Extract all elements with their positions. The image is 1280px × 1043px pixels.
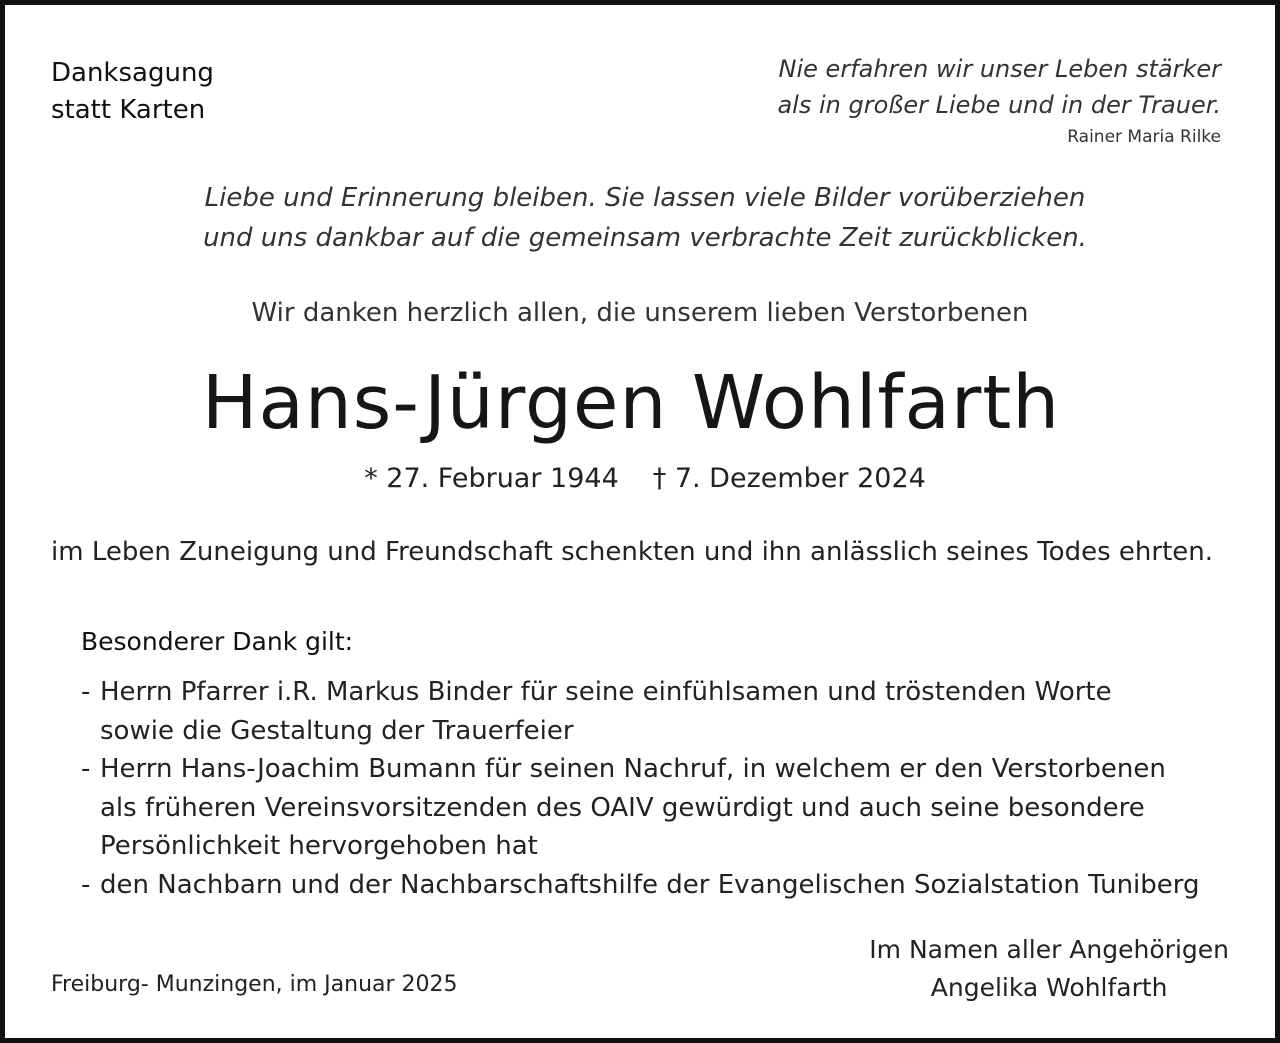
list-item-line: als früheren Vereinsvorsitzenden des OAIV gewürdigt und auch seine besondere <box>100 792 1145 823</box>
motto-author: Rainer Maria Rilke <box>1067 127 1221 147</box>
list-item-line: Persönlichkeit hervorgehoben hat <box>100 831 538 861</box>
thanks-continuation: im Leben Zuneigung und Freundschaft schenkten und ihn anlässlich seines Todes ehrten. <box>51 537 1214 567</box>
place-and-date: Freiburg- Munzingen, im Januar 2025 <box>51 972 458 997</box>
notice-type-heading <box>51 55 214 129</box>
thanks-line: Wir danken herzlich allen, die unserem lieben Verstorbenen <box>251 298 1029 328</box>
list-item <box>81 673 1200 750</box>
intro-line: und uns dankbar auf die gemeinsam verbrachte Zeit zurückblicken. <box>203 223 1087 253</box>
motto-line: Nie erfahren wir unser Leben stärker <box>778 55 1221 83</box>
list-item <box>81 750 1200 866</box>
list-dash: - <box>81 869 91 900</box>
list-dash: - <box>81 754 91 784</box>
notice-type-line: statt Karten <box>51 95 206 125</box>
list-item-line: Herrn Pfarrer i.R. Markus Binder für seine einfühlsamen und tröstenden Worte <box>100 677 1112 707</box>
list-item-line: den Nachbarn und der Nachbarschaftshilfe der Evangelischen Sozialstation Tuniberg <box>100 869 1200 900</box>
signature-name: Angelika Wohlfarth <box>930 973 1168 1002</box>
signature-line: Im Namen aller Angehörigen <box>869 935 1229 964</box>
motto-quote <box>777 51 1221 123</box>
intro-text <box>5 178 1280 258</box>
special-thanks-heading: Besonderer Dank gilt: <box>81 627 354 656</box>
special-thanks-list <box>81 673 1200 904</box>
signature-block <box>869 931 1229 1007</box>
intro-line: Liebe und Erinnerung bleiben. Sie lassen viele Bilder vorüberziehen <box>204 183 1086 213</box>
list-item-line: Herrn Hans-Joachim Bumann für seinen Nachruf, in welchem er den Verstorbenen <box>100 754 1166 784</box>
deceased-name: Hans-Jürgen Wohlfarth <box>201 360 1061 446</box>
list-item <box>81 866 1200 905</box>
motto-line: als in großer Liebe und in der Trauer. <box>777 91 1221 119</box>
notice-type-line: Danksagung <box>51 58 214 88</box>
list-dash: - <box>81 677 91 707</box>
death-date: † 7. Dezember 2024 <box>652 463 926 494</box>
birth-date: * 27. Februar 1944 <box>364 463 619 494</box>
life-dates <box>5 463 1280 494</box>
list-item-line: sowie die Gestaltung der Trauerfeier <box>100 715 574 746</box>
